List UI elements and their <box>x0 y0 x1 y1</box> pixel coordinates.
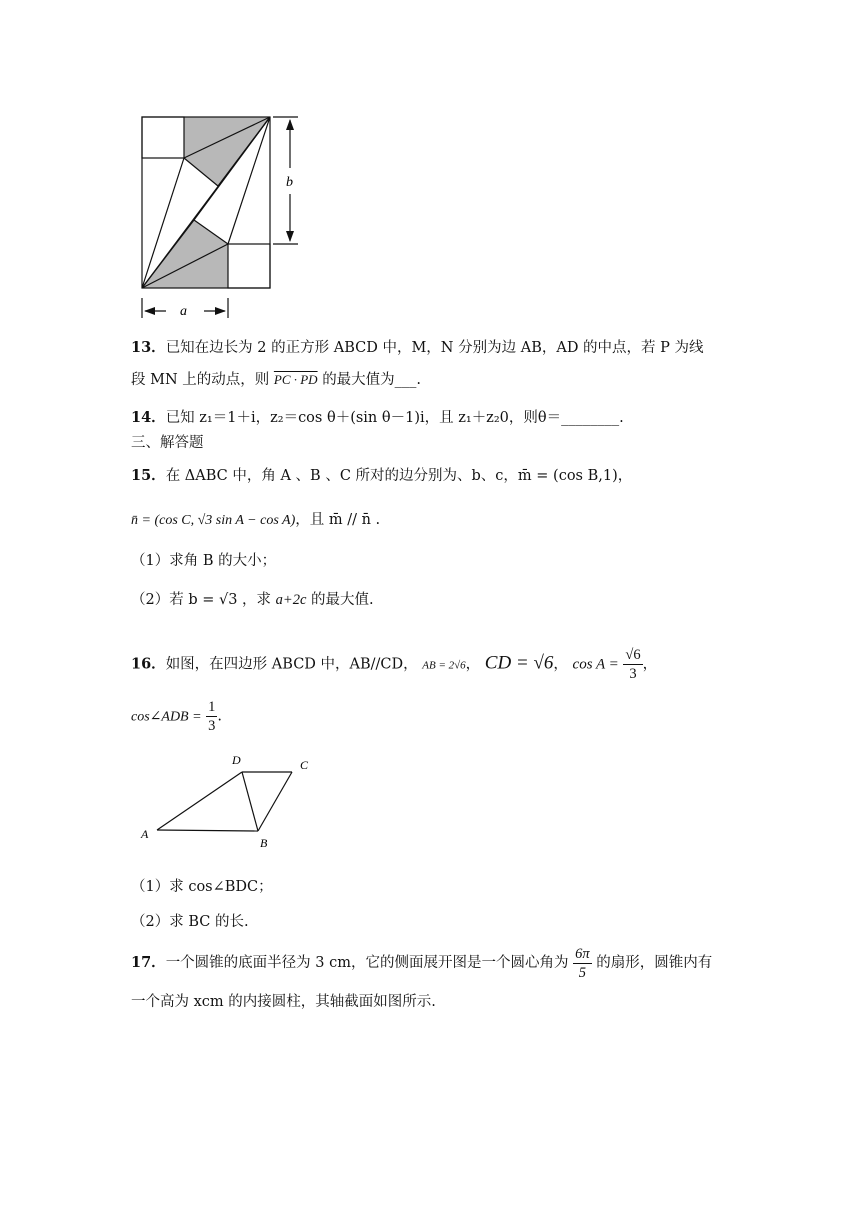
q17-frac-den: 5 <box>578 964 586 981</box>
q13-number: 13． <box>131 339 166 356</box>
vertex-C: C <box>300 758 309 772</box>
q16-cosA-den: 3 <box>629 666 637 682</box>
q16-cosA-fraction <box>623 646 642 683</box>
q15-line1 <box>131 466 632 486</box>
q16-part1: （1）求 cos∠BDC； <box>131 879 273 895</box>
q14-number: 14． <box>131 409 166 426</box>
q16-cosADB-num: 1 <box>208 699 216 715</box>
q17-line1 <box>131 944 712 982</box>
q16-part2: （2）求 BC 的长. <box>131 914 249 930</box>
q16-ab: AB = 2√6 <box>422 659 466 672</box>
q17-line2: 一个高为 xcm 的内接圆柱，其轴截面如图所示. <box>131 994 436 1010</box>
q15-part2 <box>131 590 374 610</box>
q16-cosADB-den: 3 <box>208 718 216 734</box>
q15-part2c: 的最大值. <box>311 592 374 608</box>
q15-vector-n: n̄ = (cos C, √3 sin A − cos A) <box>131 513 296 528</box>
q17-text1b: 的扇形，圆锥内有 <box>596 955 713 971</box>
q15-part1: （1）求角 B 的大小； <box>131 553 277 569</box>
q16-cosA-label: cos A = <box>572 656 619 673</box>
q17-number: 17． <box>131 954 166 971</box>
q15-part2a: （2）若 b = √3 ，求 <box>131 592 272 608</box>
q13-line2 <box>131 370 421 390</box>
q14-text: 已知 z₁＝1＋i，z₂＝cos θ＋(sin θ－1)i，且 z₁＋z₂0，则θ＝________. <box>165 410 624 426</box>
q16-text1: 如图，在四边形 ABCD 中，AB//CD， <box>165 656 418 673</box>
q13-text2b: 的最大值为___. <box>322 372 422 388</box>
q17-fraction <box>573 945 592 982</box>
q17-frac-num: 6π <box>575 945 590 962</box>
q15-text1: 在 ΔABC 中，角 A 、B 、C 所对的边分别为、b、c，m̄ = (cos B,1)， <box>165 468 633 484</box>
q16-number: 16． <box>131 655 166 673</box>
q15-number: 15． <box>131 467 166 484</box>
q14-line <box>131 408 624 428</box>
section-title: 三、解答题 <box>131 435 204 451</box>
q13-text1: 已知在边长为 2 的正方形 ABCD 中，M，N 分别为边 AB，AD 的中点，若 P 为线 <box>165 340 704 356</box>
vertex-D: D <box>232 753 241 767</box>
vertex-A: A <box>141 827 149 841</box>
q13-vector-product: PC · PD <box>273 372 318 387</box>
q16-cd: CD = √6 <box>484 652 554 674</box>
q13-text2a: 段 MN 上的动点，则 <box>131 372 270 388</box>
label-a: a <box>180 304 187 319</box>
figure-quadrilateral <box>135 750 325 855</box>
q16-line2: cos∠ADB = $\frac{1}{3}$ . <box>131 699 223 734</box>
q15-line2 <box>131 510 380 531</box>
q17-text1a: 一个圆锥的底面半径为 3 cm，它的侧面展开图是一个圆心角为 <box>165 955 569 971</box>
q16-line1: 16．如图，在四边形 ABCD 中，AB//CD， AB = 2√6， CD = √6， cos A = $\frac{√6}{3}$ ， <box>131 647 658 682</box>
q13-line1 <box>131 338 704 358</box>
q16-cosA-num: √6 <box>625 647 641 663</box>
figure-rectangle-diagram <box>130 108 310 328</box>
label-b: b <box>286 175 293 190</box>
q16-cosADB-fraction <box>206 698 217 735</box>
vertex-B: B <box>260 836 268 850</box>
q15-text2b: ，且 m̄ // n̄ . <box>295 512 381 528</box>
q16-cosADB-label: cos∠ADB = <box>131 709 202 725</box>
q15-part2-expr: a+2c <box>275 592 307 608</box>
